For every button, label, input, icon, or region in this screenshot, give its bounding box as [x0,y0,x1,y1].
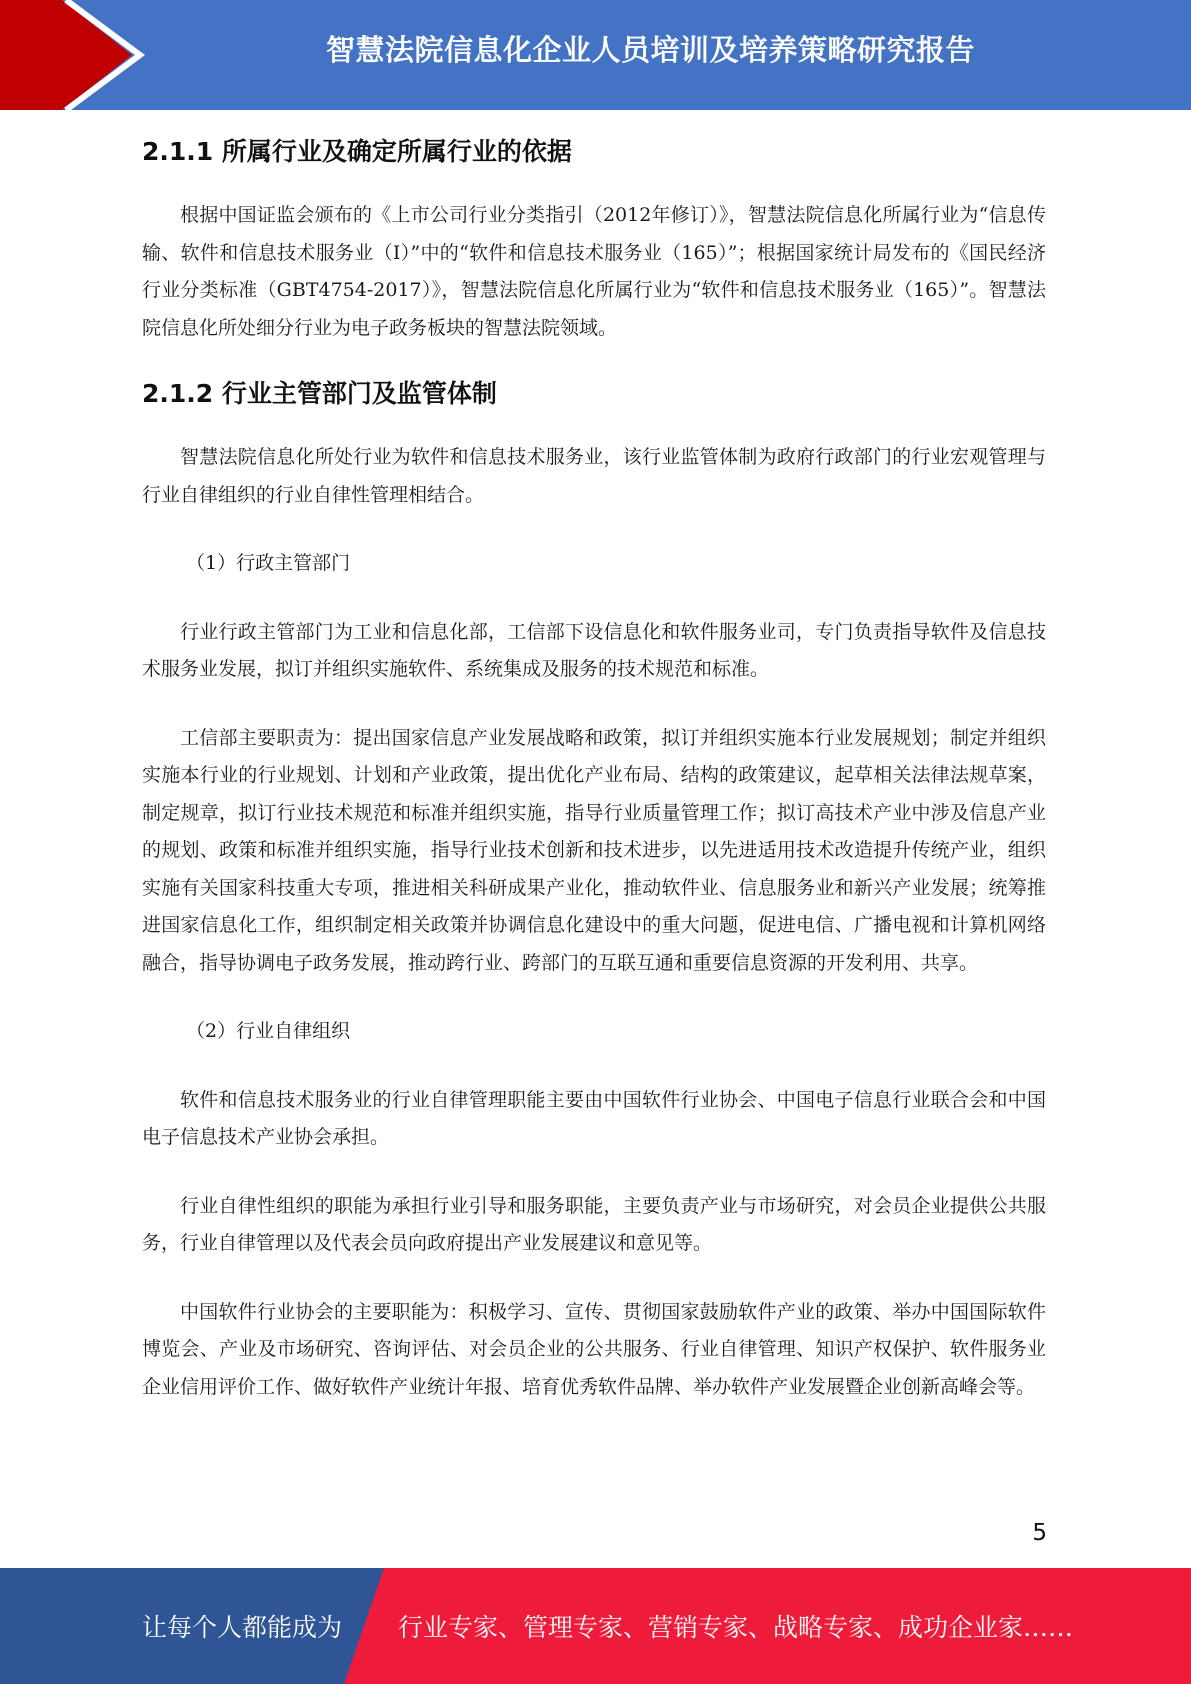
section-heading-2-1-1: 2.1.1 所属行业及确定所属行业的依据 [142,137,572,166]
red-chevron-icon [0,0,150,110]
header-banner [0,0,1191,110]
section-heading-2-1-2: 2.1.2 行业主管部门及监管体制 [142,379,497,408]
paragraph-csia-functions: 中国软件行业协会的主要职能为：积极学习、宣传、贯彻国家鼓励软件产业的政策、举办中国国际软件博览会、产业及市场研究、咨询评估、对会员企业的公共服务、行业自律管理、知识产权保护、软件服务业企业信用评价工作、做好软件产业统计年报、培育优秀软件品牌、举办软件产业发展暨企业创新高峰会等。 [142,1300,1046,1398]
paragraph-miit-role: 行业行政主管部门为工业和信息化部，工信部下设信息化和软件服务业司，专门负责指导软件及信息技术服务业发展，拟订并组织实施软件、系统集成及服务的技术规范和标准。 [142,620,1046,680]
paragraph-regulatory-intro: 智慧法院信息化所处行业为软件和信息技术服务业，该行业监管体制为政府行政部门的行业宏观管理与行业自律组织的行业自律性管理相结合。 [142,446,1046,506]
paragraph-miit-duties: 工信部主要职责为：提出国家信息产业发展战略和政策，拟订并组织实施本行业发展规划；制定并组织实施本行业的行业规划、计划和产业政策，提出优化产业布局、结构的政策建议，起草相关法律法规草案，制定规章，拟订行业技术规范和标准并组织实施，指导行业质量管理工作；拟订高技术产业中涉及信息产业的规划、政策和标准并组织实施，指导行业技术创新和技术进步，以先进适用技术改造提升传统产业，组织实施有关国家科技重大专项，推进相关科研成果产业化，推动软件业、信息服务业和新兴产业发展；统筹推进国家信息化工作，组织制定相关政策并协调信息化建设中的重大问题，促进电信、广播电视和计算机网络融合，指导协调电子政务发展，推动跨行业、跨部门的互联互通和重要信息资源的开发利用、共享。 [142,726,1046,974]
subheading-administrative-dept: （1）行政主管部门 [186,552,351,574]
page-number: 5 [1032,1520,1047,1546]
paragraph-industry-basis: 根据中国证监会颁布的《上市公司行业分类指引（2012年修订）》，智慧法院信息化所属行业为“信息传输、软件和信息技术服务业（I）”中的“软件和信息技术服务业（165）”；根据国家统计局发布的《国民经济行业分类标准（GBT4754-2017）》，智慧法院信息化所属行业为“软件和信息技术服务业（165）”。智慧法院信息化所处细分行业为电子政务板块的智慧法院领域。 [142,204,1046,339]
report-title: 智慧法院信息化企业人员培训及培养策略研究报告 [325,33,975,67]
footer-banner [0,1568,1191,1684]
subheading-self-regulatory-org: （2）行业自律组织 [186,1020,351,1042]
footer-slogan-right: 行业专家、管理专家、营销专家、战略专家、成功企业家…… [398,1613,1074,1642]
paragraph-self-regulatory-functions: 行业自律性组织的职能为承担行业引导和服务职能，主要负责产业与市场研究，对会员企业提供公共服务，行业自律管理以及代表会员向政府提出产业发展建议和意见等。 [142,1194,1046,1254]
footer-slogan-left: 让每个人都能成为 [142,1613,343,1642]
paragraph-self-regulatory-bodies: 软件和信息技术服务业的行业自律管理职能主要由中国软件行业协会、中国电子信息行业联合会和中国电子信息技术产业协会承担。 [142,1088,1046,1148]
page-content [142,118,1046,1406]
